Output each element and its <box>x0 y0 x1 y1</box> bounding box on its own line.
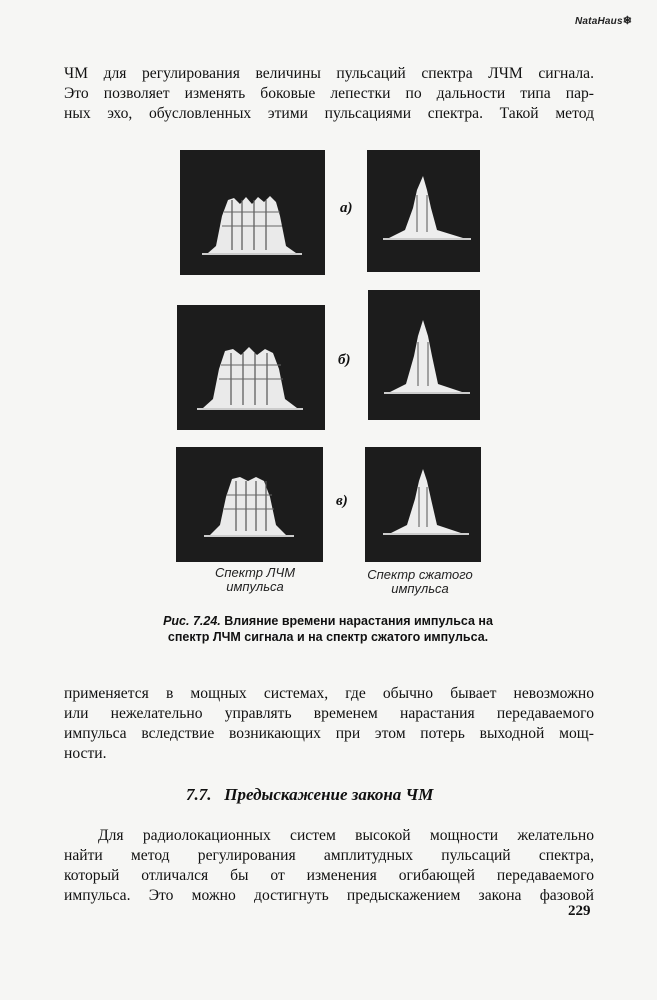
text-line: или нежелательно управлять временем нарастания передаваемого <box>64 705 594 722</box>
photo-lfm-spectrum-c <box>176 447 323 562</box>
paragraph-middle <box>64 684 594 764</box>
figure-caption-text: Влияние времени нарастания импульса на спектр ЛЧМ сигнала и на спектр сжатого импульса. <box>167 614 493 644</box>
text-line: ЧМ для регулирования величины пульсаций спектра ЛЧМ сигнала. <box>64 65 594 82</box>
text-line: импульса. Это можно достигнуть предыскажением закона фазовой <box>64 887 594 904</box>
left-column-label <box>195 566 315 594</box>
publisher-logo: NataHaus❄ <box>575 15 633 27</box>
row-label-a: а) <box>340 200 353 216</box>
photo-compressed-spectrum-a <box>367 150 480 272</box>
text-line: Это позволяет изменять боковые лепестки по дальности типа пар- <box>64 85 594 102</box>
figure-number: Рис. 7.24. <box>163 614 221 628</box>
text-line: Для радиолокационных систем высокой мощности желательно <box>98 827 594 844</box>
photo-lfm-spectrum-b <box>177 305 325 430</box>
photo-lfm-spectrum-a <box>180 150 325 275</box>
left-column-label-line: Спектр ЛЧМ <box>214 565 296 580</box>
right-column-label-line: Спектр сжатого <box>367 567 473 582</box>
row-label-c: в) <box>336 493 348 509</box>
left-column-label-line: импульса <box>226 579 284 594</box>
photo-compressed-spectrum-b <box>368 290 480 420</box>
right-column-label-line: импульса <box>391 581 449 596</box>
figure-caption <box>160 613 496 645</box>
text-line: ности. <box>64 745 107 762</box>
row-label-b: б) <box>338 352 351 368</box>
section-number: 7.7. <box>186 785 212 804</box>
text-line: который отличался бы от изменения огибающей передаваемого <box>64 867 594 884</box>
text-line: ных эхо, обусловленных этими пульсациями спектра. Такой метод <box>64 105 594 122</box>
section-title: Предыскажение закона ЧМ <box>224 785 434 804</box>
section-heading <box>186 785 433 805</box>
snowflake-icon: ❄ <box>622 15 633 27</box>
page-number: 229 <box>568 903 591 919</box>
paragraph-bottom <box>64 826 594 906</box>
photo-compressed-spectrum-c <box>365 447 481 562</box>
right-column-label <box>355 568 485 596</box>
text-line: импульса вследствие возникающих при этом потерь выходной мощ- <box>64 725 594 742</box>
text-line: применяется в мощных системах, где обычно бывает невозможно <box>64 685 594 702</box>
text-line: найти метод регулирования амплитудных пульсаций спектра, <box>64 847 594 864</box>
paragraph-top <box>64 64 594 124</box>
